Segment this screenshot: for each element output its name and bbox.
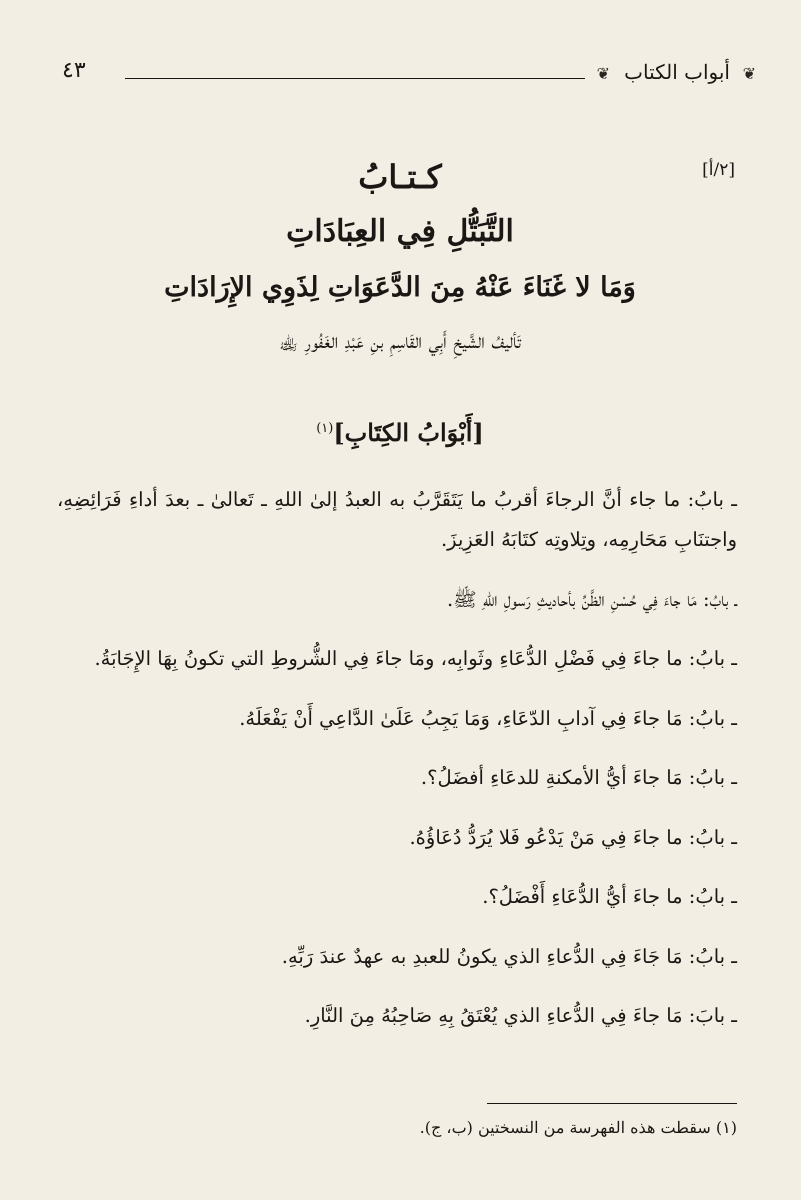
footnote-text: سقطت هذه الفهرسة من النسختين (ب، ج).: [419, 1118, 711, 1137]
footnote-rule: [487, 1103, 737, 1104]
page-number: ٤٣: [62, 58, 86, 83]
running-header: [60, 58, 760, 94]
book-label: كـتـابُ: [358, 158, 442, 196]
chapter-entry: ـ بابُ: مَا جاءَ فِي حُسْنِ الظَّنِّ بأحاديثِ رَسولِ اللهِ ﷺ.: [446, 587, 737, 611]
footnote-number: (١): [715, 1118, 737, 1137]
footnote-ref: (١): [316, 421, 334, 436]
book-subtitle: وَمَا لا غَنَاءَ عَنْهُ مِنَ الدَّعَوَاتِ لِذَوِي الإِرَادَاتِ: [164, 272, 636, 303]
chapter-entry: ـ بابَ: مَا جاءَ فِي الدُّعاءِ الذي يُعْتَقُ بِهِ صَاحِبُهُ مِنَ النَّارِ.: [304, 1004, 737, 1027]
chapter-entry: ـ بابُ: ما جاءَ فِي مَنْ يَدْعُو فَلا يُرَدُّ دُعَاؤُهُ.: [409, 825, 737, 849]
chapter-entry: ـ بابُ: مَا جاءَ فِي آدابِ الدّعَاءِ، وَمَا يَجِبُ عَلَىٰ الدَّاعِي أَنْ يَفْعَلَهُ.: [239, 706, 737, 730]
ornament-left-icon: ❦: [596, 64, 610, 83]
header-rule: [125, 78, 585, 79]
manuscript-folio-ref: [٢/أ]: [702, 160, 735, 180]
running-header-title: أبواب الكتاب: [624, 60, 730, 84]
toc-heading: [100, 418, 700, 447]
book-title: التَّبَتُّلِ فِي العِبَادَاتِ: [286, 214, 514, 249]
chapter-entry: ـ بابُ: مَا جاءَ أيُّ الأمكنةِ للدعَاءِ أفضَلُ؟.: [420, 766, 737, 789]
toc-heading-text: [أَبْوَابُ الكِتَابِ]: [333, 418, 484, 447]
ornament-right-icon: ❦: [742, 64, 756, 83]
chapter-list: [57, 480, 737, 1038]
footnote: [57, 1118, 737, 1137]
chapter-entry: ـ بابُ: مَا جَاءَ فِي الدُّعاءِ الذي يكونُ للعبدِ به عهدٌ عندَ رَبِّهِ.: [281, 944, 737, 968]
author-line: تَأليفُ الشَّيخِ أَبِي القَاسِمِ بنِ عَبْدِ الغَفُورِ ﵀: [279, 329, 521, 353]
title-block: [100, 150, 700, 366]
chapter-entry: ـ بابُ: ما جاءَ فِي فَضْلِ الدُّعَاءِ وثَوابِه، ومَا جاءَ فِي الشُّروطِ التي تكونُ بِهَا الإِجَابَةُ.: [94, 647, 737, 670]
chapter-entry: ـ بابُ: ما جاء أنَّ الرجاءَ أقربُ ما يَتَقَرَّبُ به العبدُ إلىٰ اللهِ ـ تَعالىٰ ـ بعدَ أداءِ فَرَائِضِهِ، واجتنَابِ مَحَارِمِه، وتِلاوتِه كتَابَهُ العَزِيزَ.: [57, 488, 737, 551]
chapter-entry: ـ بابُ: ما جاءَ أيُّ الدُّعَاءِ أَفْضَلُ؟.: [482, 885, 737, 908]
